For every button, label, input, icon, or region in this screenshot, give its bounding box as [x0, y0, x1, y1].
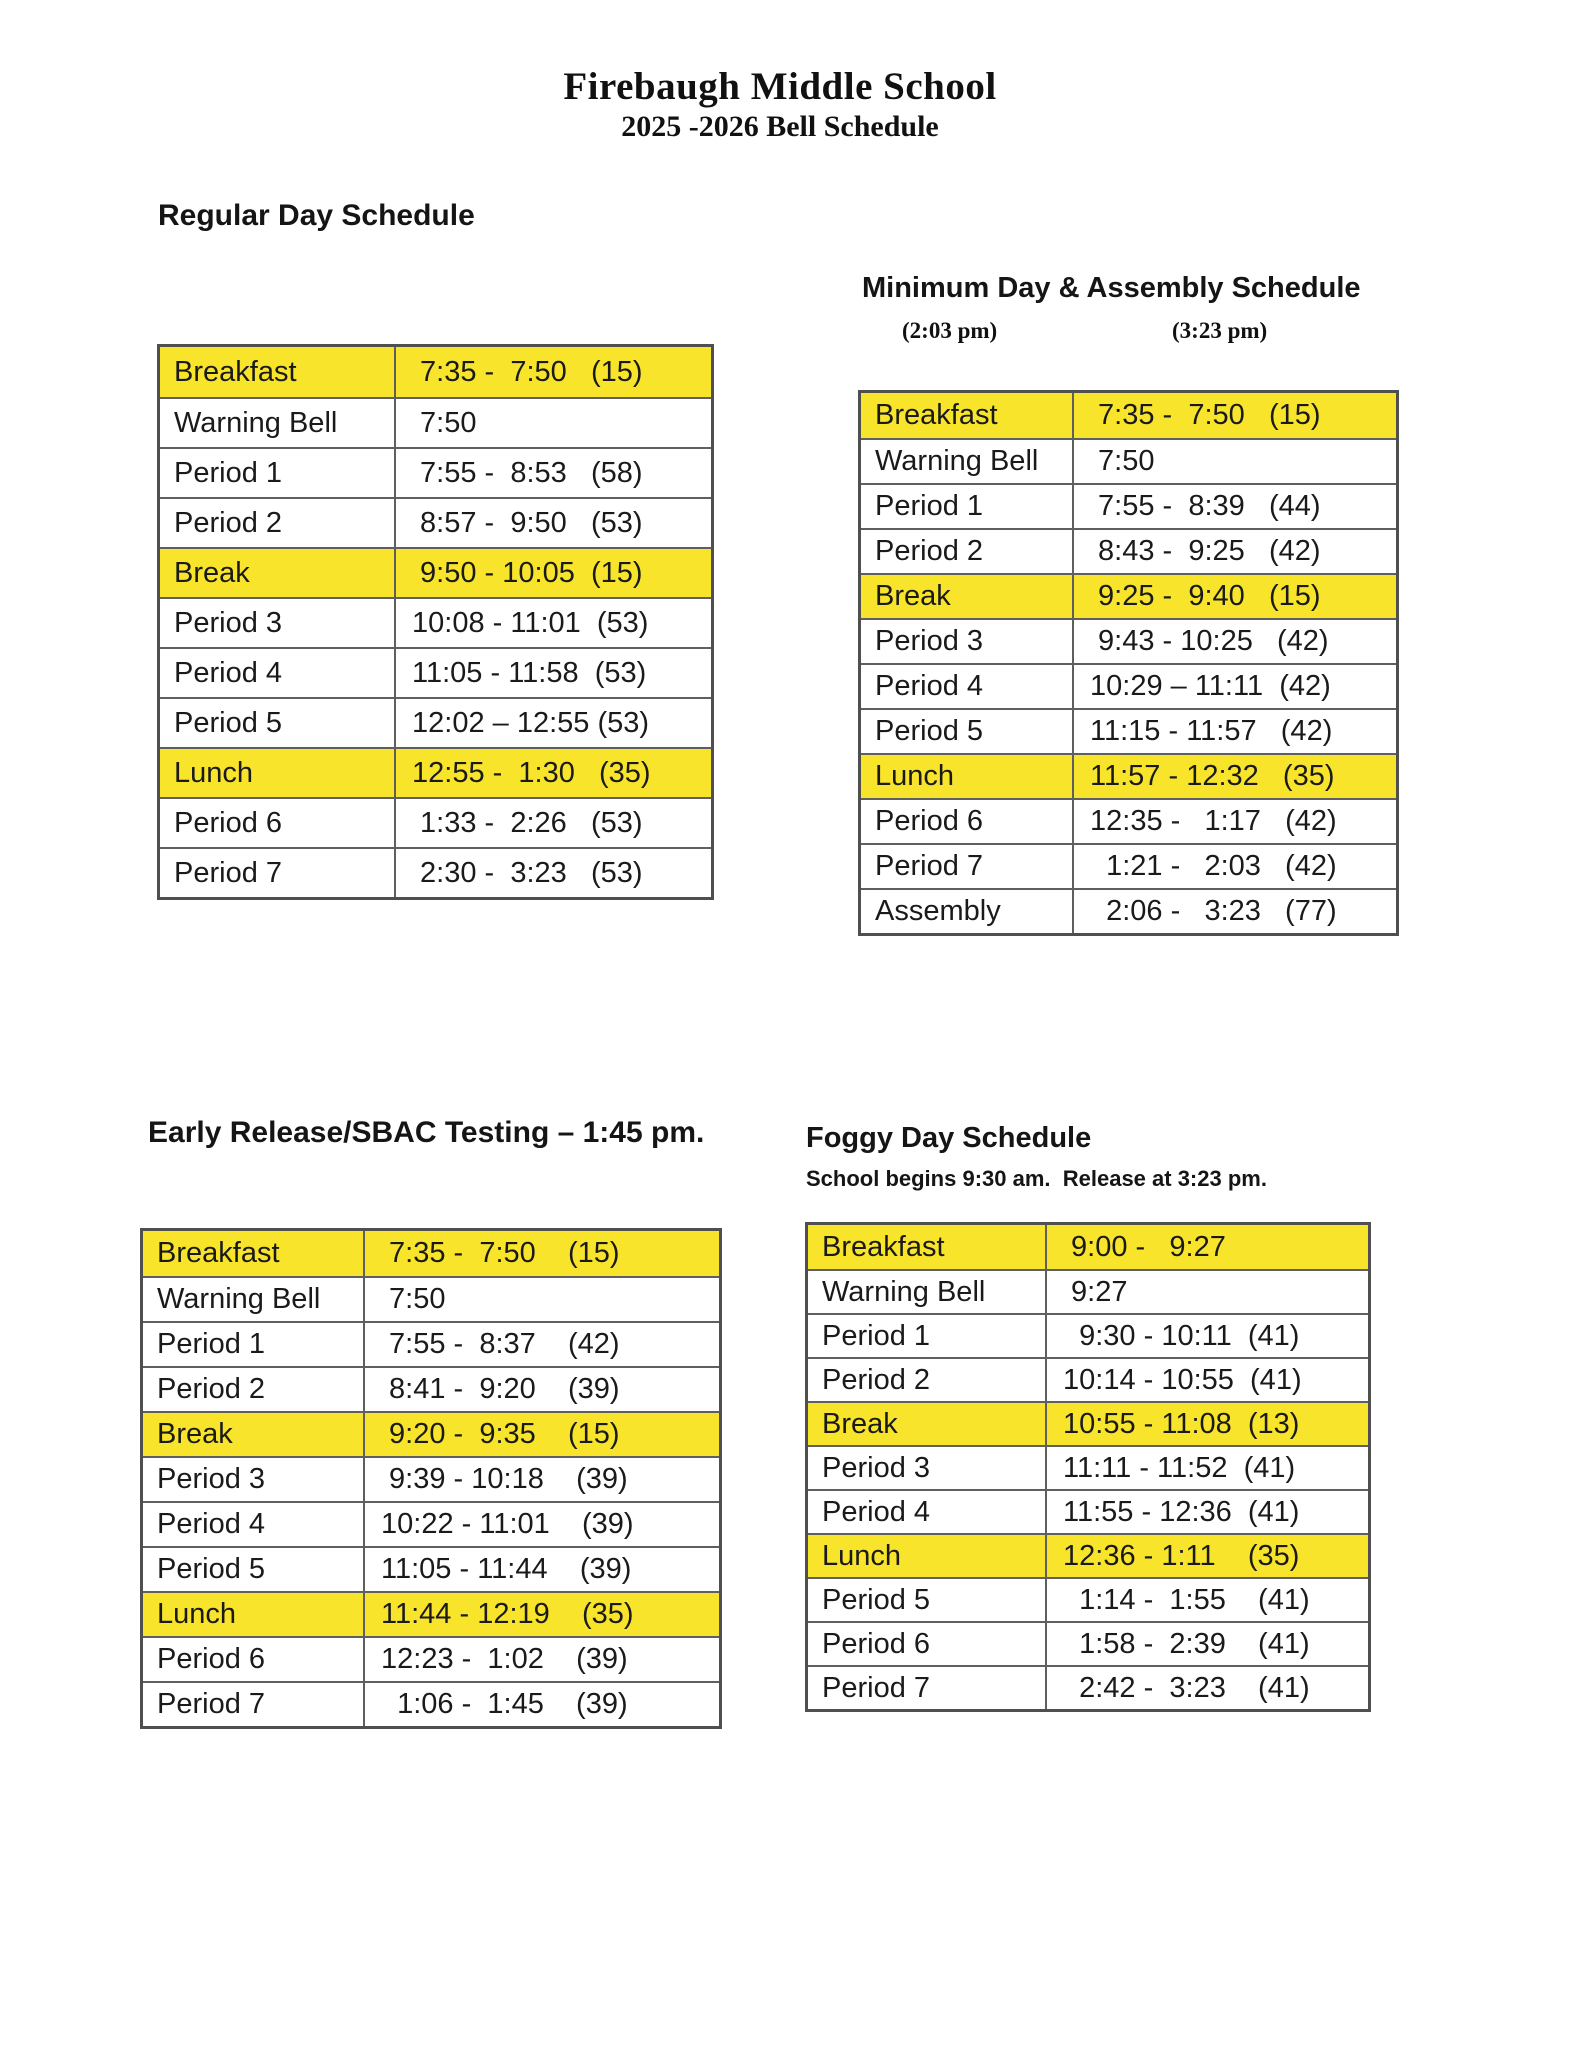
row-label: Warning Bell — [143, 1278, 365, 1321]
row-time: 12:23 - 1:02 (39) — [381, 1643, 628, 1675]
table-row — [861, 843, 1396, 888]
table-row — [143, 1411, 719, 1456]
row-time: 11:44 - 12:19 (35) — [381, 1598, 634, 1630]
table-row — [160, 397, 711, 447]
table-row — [160, 797, 711, 847]
row-label: Breakfast — [143, 1231, 365, 1276]
row-time: 7:55 - 8:39 (44) — [1090, 490, 1321, 522]
row-time: 1:21 - 2:03 (42) — [1090, 850, 1337, 882]
table-row — [808, 1357, 1368, 1401]
row-label: Period 2 — [160, 499, 396, 547]
table-row — [808, 1533, 1368, 1577]
row-time: 2:30 - 3:23 (53) — [412, 856, 643, 889]
row-time: 1:06 - 1:45 (39) — [381, 1688, 628, 1720]
document-title: Firebaugh Middle School — [563, 65, 997, 108]
row-time: 7:50 — [412, 406, 477, 439]
table-row — [808, 1489, 1368, 1533]
row-time: 10:29 – 11:11 (42) — [1090, 670, 1331, 702]
row-label: Lunch — [861, 755, 1074, 798]
row-label: Period 4 — [861, 665, 1074, 708]
table-row — [861, 798, 1396, 843]
minimum-day-table — [858, 390, 1399, 936]
row-label: Breakfast — [160, 347, 396, 397]
row-time: 10:22 - 11:01 (39) — [381, 1508, 634, 1540]
row-label: Period 5 — [808, 1579, 1047, 1621]
row-label: Period 5 — [861, 710, 1074, 753]
row-label: Break — [160, 549, 396, 597]
table-row — [160, 647, 711, 697]
row-time: 9:43 - 10:25 (42) — [1090, 625, 1329, 657]
table-row — [160, 447, 711, 497]
row-label: Break — [808, 1403, 1047, 1445]
table-row — [808, 1269, 1368, 1313]
table-row — [808, 1313, 1368, 1357]
table-row — [808, 1577, 1368, 1621]
table-row — [808, 1621, 1368, 1665]
table-row — [861, 663, 1396, 708]
row-time: 9:00 - 9:27 — [1063, 1230, 1226, 1263]
row-label: Period 6 — [861, 800, 1074, 843]
row-time: 1:14 - 1:55 (41) — [1063, 1583, 1310, 1616]
row-label: Warning Bell — [808, 1271, 1047, 1313]
row-time: 11:57 - 12:32 (35) — [1090, 760, 1335, 792]
row-time: 8:57 - 9:50 (53) — [412, 506, 643, 539]
row-label: Period 7 — [861, 845, 1074, 888]
row-time: 12:36 - 1:11 (35) — [1063, 1539, 1300, 1572]
foggy-day-note: School begins 9:30 am. Release at 3:23 pm. — [806, 1166, 1267, 1191]
table-row — [143, 1546, 719, 1591]
table-row — [160, 547, 711, 597]
foggy-day-heading: Foggy Day Schedule — [806, 1122, 1092, 1154]
row-time: 10:08 - 11:01 (53) — [412, 606, 649, 639]
row-time: 12:55 - 1:30 (35) — [412, 756, 651, 789]
row-label: Period 3 — [808, 1447, 1047, 1489]
row-label: Break — [143, 1413, 365, 1456]
table-row — [143, 1501, 719, 1546]
early-release-table — [140, 1228, 722, 1729]
row-time: 11:05 - 11:58 (53) — [412, 656, 647, 689]
table-row — [143, 1231, 719, 1276]
row-label: Period 4 — [160, 649, 396, 697]
minimum-day-dismissal-time: (2:03 pm) — [902, 318, 998, 343]
row-label: Period 3 — [861, 620, 1074, 663]
row-time: 1:33 - 2:26 (53) — [412, 806, 643, 839]
row-label: Period 1 — [143, 1323, 365, 1366]
row-time: 9:20 - 9:35 (15) — [381, 1418, 620, 1450]
table-row — [160, 697, 711, 747]
row-label: Period 6 — [160, 799, 396, 847]
row-time: 12:35 - 1:17 (42) — [1090, 805, 1337, 837]
row-time: 2:06 - 3:23 (77) — [1090, 895, 1337, 927]
row-time: 12:02 – 12:55 (53) — [412, 706, 650, 739]
row-label: Period 5 — [143, 1548, 365, 1591]
row-time: 8:41 - 9:20 (39) — [381, 1373, 620, 1405]
regular-day-table — [157, 344, 714, 900]
row-time: 10:14 - 10:55 (41) — [1063, 1363, 1302, 1396]
row-time: 7:35 - 7:50 (15) — [1090, 399, 1321, 431]
row-time: 7:50 — [1090, 445, 1155, 477]
row-label: Period 2 — [808, 1359, 1047, 1401]
row-label: Lunch — [808, 1535, 1047, 1577]
minimum-day-heading: Minimum Day & Assembly Schedule — [862, 272, 1361, 304]
row-label: Period 3 — [143, 1458, 365, 1501]
row-time: 9:30 - 10:11 (41) — [1063, 1319, 1300, 1352]
row-time: 1:58 - 2:39 (41) — [1063, 1627, 1310, 1660]
row-time: 2:42 - 3:23 (41) — [1063, 1671, 1310, 1704]
row-label: Period 2 — [143, 1368, 365, 1411]
table-row — [808, 1665, 1368, 1709]
table-row — [861, 438, 1396, 483]
document-subtitle: 2025 -2026 Bell Schedule — [621, 110, 939, 143]
row-label: Warning Bell — [160, 399, 396, 447]
table-row — [143, 1276, 719, 1321]
row-time: 9:27 — [1063, 1275, 1128, 1308]
row-time: 10:55 - 11:08 (13) — [1063, 1407, 1300, 1440]
row-label: Period 1 — [861, 485, 1074, 528]
assembly-dismissal-time: (3:23 pm) — [1172, 318, 1268, 343]
row-label: Period 1 — [160, 449, 396, 497]
row-label: Period 5 — [160, 699, 396, 747]
table-row — [160, 597, 711, 647]
row-label: Period 6 — [143, 1638, 365, 1681]
row-time: 11:11 - 11:52 (41) — [1063, 1451, 1296, 1484]
table-row — [861, 708, 1396, 753]
early-release-heading: Early Release/SBAC Testing – 1:45 pm. — [148, 1116, 705, 1149]
row-label: Lunch — [143, 1593, 365, 1636]
row-label: Period 1 — [808, 1315, 1047, 1357]
table-row — [143, 1456, 719, 1501]
row-label: Lunch — [160, 749, 396, 797]
table-row — [143, 1636, 719, 1681]
row-label: Breakfast — [861, 393, 1074, 438]
table-row — [861, 393, 1396, 438]
row-label: Period 4 — [808, 1491, 1047, 1533]
table-row — [808, 1445, 1368, 1489]
row-time: 7:55 - 8:53 (58) — [412, 456, 643, 489]
row-time: 9:39 - 10:18 (39) — [381, 1463, 628, 1495]
row-time: 7:55 - 8:37 (42) — [381, 1328, 620, 1360]
table-row — [861, 483, 1396, 528]
foggy-day-table — [805, 1222, 1371, 1712]
table-row — [143, 1591, 719, 1636]
row-label: Period 2 — [861, 530, 1074, 573]
row-time: 11:15 - 11:57 (42) — [1090, 715, 1333, 747]
row-label: Period 3 — [160, 599, 396, 647]
row-time: 8:43 - 9:25 (42) — [1090, 535, 1321, 567]
table-row — [861, 528, 1396, 573]
row-label: Period 7 — [143, 1683, 365, 1726]
row-label: Period 4 — [143, 1503, 365, 1546]
table-row — [808, 1225, 1368, 1269]
table-row — [160, 497, 711, 547]
table-row — [861, 888, 1396, 933]
table-row — [143, 1681, 719, 1726]
table-row — [861, 753, 1396, 798]
table-row — [160, 847, 711, 897]
row-time: 11:55 - 12:36 (41) — [1063, 1495, 1300, 1528]
regular-day-heading: Regular Day Schedule — [158, 199, 475, 232]
row-time: 9:25 - 9:40 (15) — [1090, 580, 1321, 612]
row-label: Period 6 — [808, 1623, 1047, 1665]
row-label: Break — [861, 575, 1074, 618]
table-row — [808, 1401, 1368, 1445]
row-label: Warning Bell — [861, 440, 1074, 483]
row-label: Breakfast — [808, 1225, 1047, 1269]
row-label: Period 7 — [808, 1667, 1047, 1709]
row-label: Assembly — [861, 890, 1074, 933]
row-time: 7:35 - 7:50 (15) — [381, 1237, 620, 1269]
table-row — [861, 573, 1396, 618]
row-time: 11:05 - 11:44 (39) — [381, 1553, 632, 1585]
table-row — [143, 1321, 719, 1366]
table-row — [143, 1366, 719, 1411]
row-time: 7:35 - 7:50 (15) — [412, 355, 643, 388]
table-row — [861, 618, 1396, 663]
row-label: Period 7 — [160, 849, 396, 897]
row-time: 7:50 — [381, 1283, 446, 1315]
table-row — [160, 747, 711, 797]
row-time: 9:50 - 10:05 (15) — [412, 556, 643, 589]
table-row — [160, 347, 711, 397]
